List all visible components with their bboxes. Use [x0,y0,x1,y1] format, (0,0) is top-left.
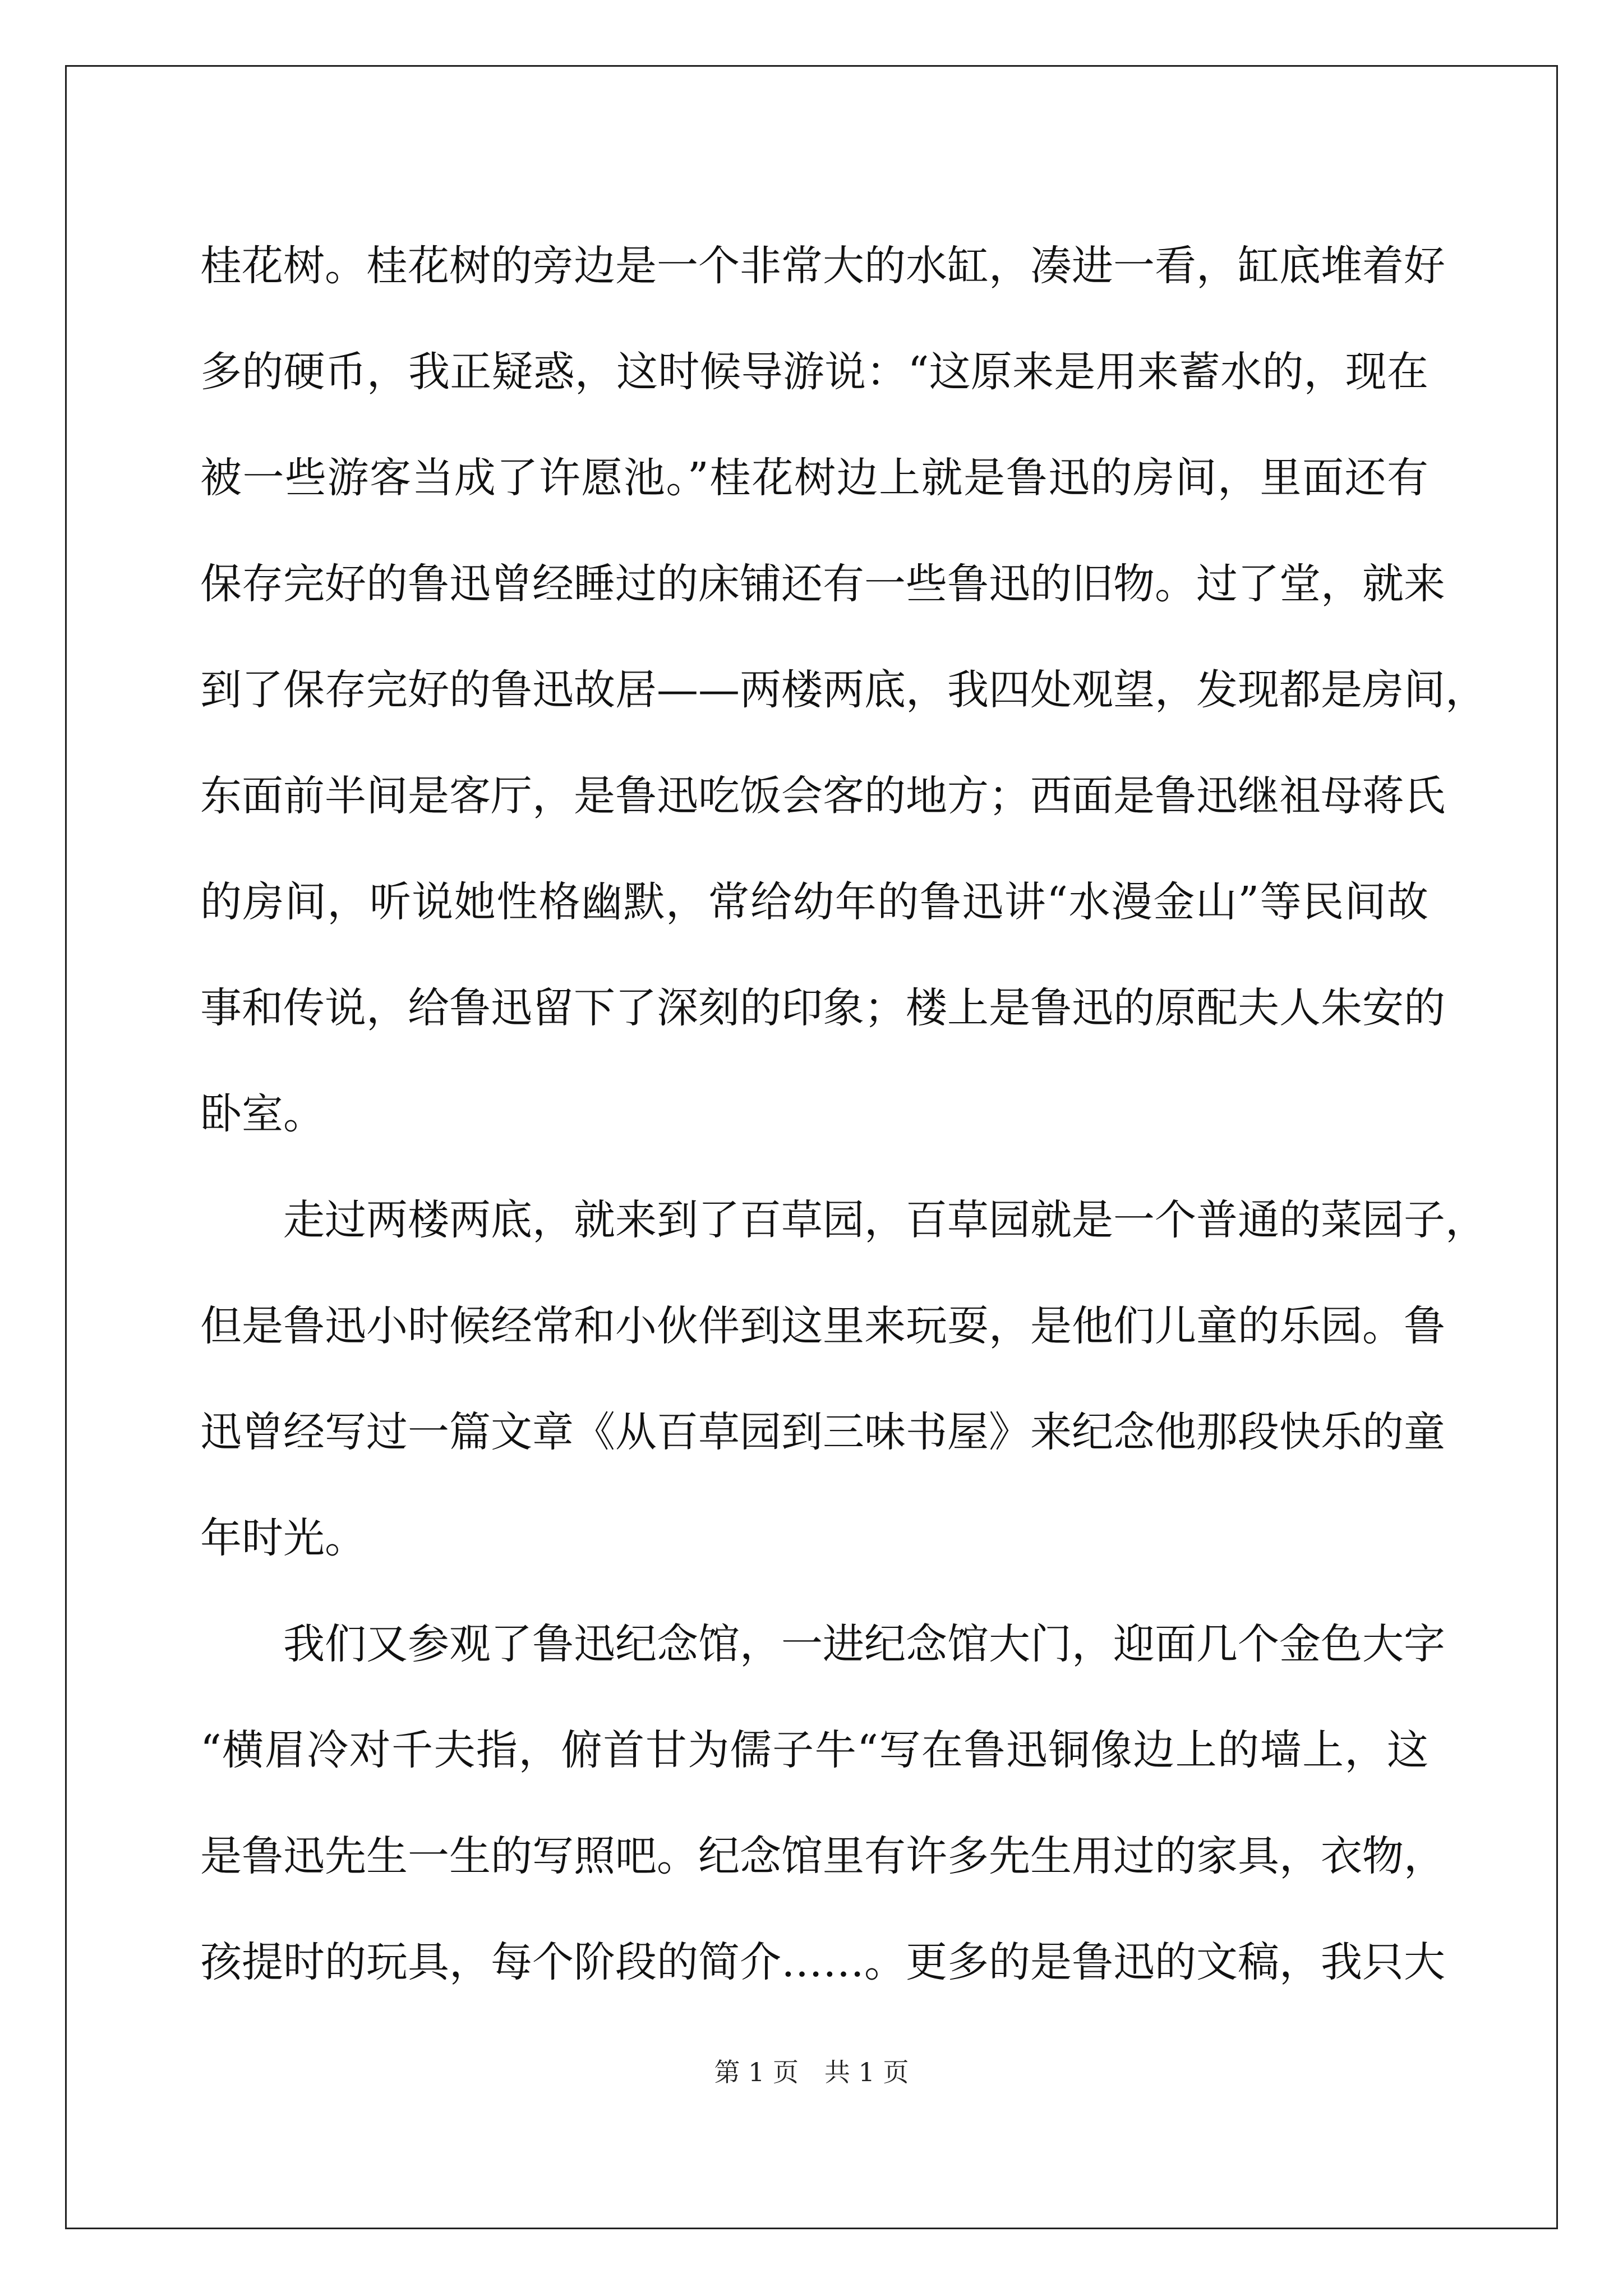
text-line: 被一些游客当成了许愿池。”桂花树边上就是鲁迅的房间，里面还有 [200,454,1428,502]
text-line: 的房间，听说她性格幽默，常给幼年的鲁迅讲“水漫金山”等民间故 [200,878,1428,926]
text-line: 走过两楼两底，就来到了百草园，百草园就是一个普通的菜园子， [283,1196,1487,1244]
text-line: 是鲁迅先生一生的写照吧。纪念馆里有许多先生用过的家具，衣物， [200,1832,1445,1880]
text-line: 年时光。 [200,1514,366,1562]
text-line: 桂花树。桂花树的旁边是一个非常大的水缸，凑进一看，缸底堆着好 [200,242,1445,290]
document-body [200,213,1487,2016]
text-line: 保存完好的鲁迅曾经睡过的床铺还有一些鲁迅的旧物。过了堂，就来 [200,560,1445,608]
text-line: 但是鲁迅小时候经常和小伙伴到这里来玩耍，是他们儿童的乐园。鲁 [200,1302,1445,1350]
text-line: 孩提时的玩具，每个阶段的简介……。更多的是鲁迅的文稿，我只大 [200,1938,1445,1986]
text-line: 到了保存完好的鲁迅故居——两楼两底，我四处观望，发现都是房间， [200,666,1487,714]
text-line: “横眉冷对千夫指，俯首甘为儒子牛“写在鲁迅铜像边上的墙上，这 [200,1726,1428,1774]
text-line: 迅曾经写过一篇文章《从百草园到三味书屋》来纪念他那段快乐的童 [200,1408,1445,1456]
text-line: 事和传说，给鲁迅留下了深刻的印象；楼上是鲁迅的原配夫人朱安的 [200,984,1445,1032]
text-line: 我们又参观了鲁迅纪念馆，一进纪念馆大门，迎面几个金色大字 [283,1620,1445,1668]
text-line: 多的硬币，我正疑惑，这时候导游说：“这原来是用来蓄水的，现在 [200,348,1428,396]
text-line: 卧室。 [200,1090,325,1138]
text-line: 东面前半间是客厅，是鲁迅吃饭会客的地方；西面是鲁迅继祖母蒋氏 [200,772,1445,820]
page-footer: 第 1 页 共 1 页 [714,2057,909,2087]
